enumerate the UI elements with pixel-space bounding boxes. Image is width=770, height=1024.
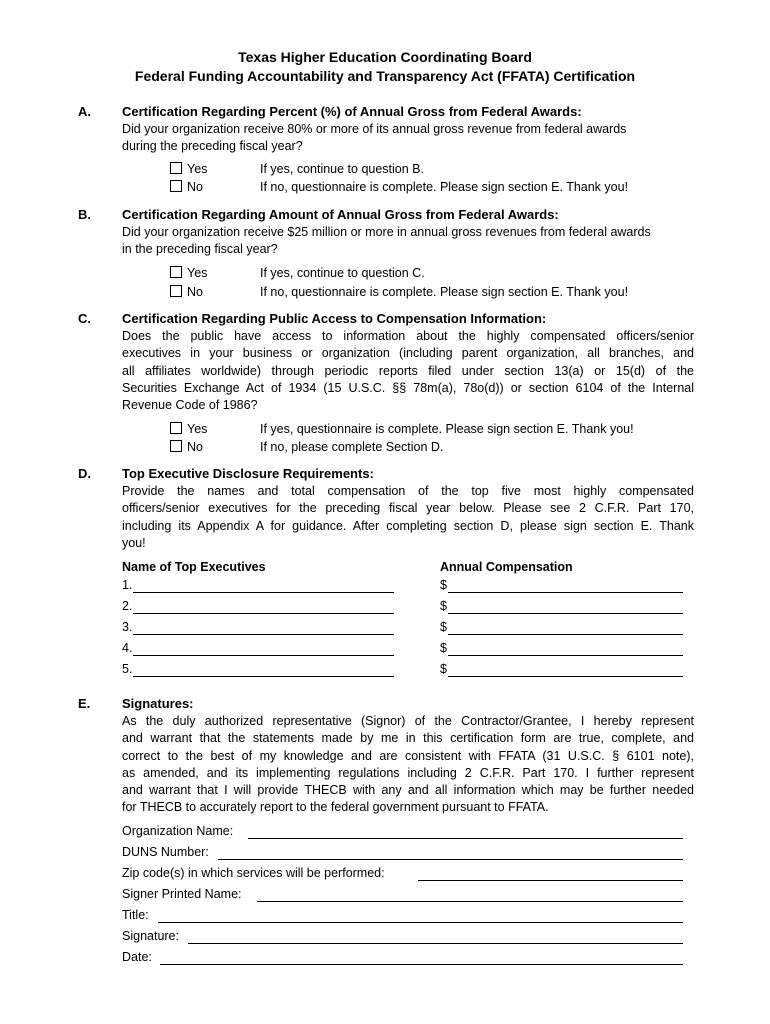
section-e-heading: Signatures: (122, 696, 194, 711)
section-b-yes-note: If yes, continue to question C. (260, 266, 425, 280)
executive-compensation-field[interactable] (448, 613, 683, 614)
dollar-sign: $ (440, 620, 447, 634)
executive-name-field[interactable] (133, 655, 394, 656)
section-b-no-note: If no, questionnaire is complete. Please sign section E. Thank you! (260, 285, 629, 299)
annual-compensation-column-header: Annual Compensation (440, 560, 573, 574)
section-c-no-option[interactable] (170, 440, 203, 454)
dollar-sign: $ (440, 578, 447, 592)
section-e-attestation-line: correct to the best of my knowledge and are consistent with FFATA (31 U.S.C. § 6101 note), (122, 748, 694, 763)
signer-printed-name-field[interactable] (257, 901, 683, 902)
section-c-yes-label: Yes (187, 422, 208, 436)
executive-name-field[interactable] (133, 676, 394, 677)
signature-field[interactable] (188, 943, 683, 944)
section-b-no-option[interactable] (170, 285, 203, 299)
section-a-no-label: No (187, 180, 203, 194)
executive-name-field[interactable] (133, 592, 394, 593)
section-e-attestation (122, 713, 694, 817)
form-title-organization: Texas Higher Education Coordinating Board (238, 49, 532, 65)
zip-codes-label: Zip code(s) in which services will be performed: (122, 866, 385, 880)
section-b-no-checkbox[interactable] (170, 285, 182, 297)
duns-number-label: DUNS Number: (122, 845, 209, 859)
section-a-yes-label: Yes (187, 162, 208, 176)
section-b-yes-checkbox[interactable] (170, 266, 182, 278)
section-a-yes-note: If yes, continue to question B. (260, 162, 424, 176)
title-label: Title: (122, 908, 149, 922)
section-d-instruction-line: Provide the names and total compensation of the top five most highly compensated (122, 484, 694, 498)
section-c-yes-option[interactable] (170, 422, 207, 436)
section-e-attestation-line: and warrant that the statements made by me in this certification form are true, complete, and (122, 731, 694, 746)
section-d-letter: D. (78, 466, 91, 481)
section-c-question (122, 328, 694, 414)
section-b-yes-option[interactable] (170, 266, 207, 280)
executive-compensation-field[interactable] (448, 655, 683, 656)
section-c-question-line: Does the public have access to information about the highly compensated officers/senior (122, 329, 694, 343)
section-e-attestation-line: for THECB to accurately report to the federal government pursuant to FFATA. (122, 800, 549, 815)
zip-codes-field[interactable] (418, 880, 683, 881)
executive-compensation-field[interactable] (448, 634, 683, 635)
section-c-question-line: all affiliates worldwide) through periodic reports filed under section 13(a) or 15(d) of the (122, 363, 694, 378)
executive-row-number: 1. (122, 578, 133, 592)
title-field[interactable] (158, 922, 683, 923)
section-a-heading: Certification Regarding Percent (%) of Annual Gross from Federal Awards: (122, 104, 582, 119)
section-c-no-label: No (187, 440, 203, 454)
signature-label: Signature: (122, 929, 179, 943)
section-c-heading: Certification Regarding Public Access to Compensation Information: (122, 311, 547, 326)
section-a-letter: A. (78, 104, 91, 119)
section-c-no-note: If no, please complete Section D. (260, 440, 444, 454)
executive-row-number: 4. (122, 641, 133, 655)
section-b-question-line: in the preceding fiscal year? (122, 242, 278, 257)
section-a-yes-checkbox[interactable] (170, 162, 182, 174)
executive-row-number: 3. (122, 620, 133, 634)
organization-name-field[interactable] (248, 838, 683, 839)
section-c-yes-checkbox[interactable] (170, 422, 182, 434)
executive-name-field[interactable] (133, 613, 394, 614)
dollar-sign: $ (440, 662, 447, 676)
section-b-no-label: No (187, 285, 203, 299)
section-d-instruction-line: officers/senior executives for the preceding fiscal year below. Please see 2 C.F.R. Part 170, (122, 501, 694, 516)
date-label: Date: (122, 950, 152, 964)
section-b-letter: B. (78, 207, 91, 222)
section-a-question (122, 121, 694, 156)
section-a-no-option[interactable] (170, 180, 203, 194)
section-a-question-line: during the preceding fiscal year? (122, 139, 303, 154)
section-e-attestation-line: As the duly authorized representative (Signor) of the Contractor/Grantee, I hereby represent (122, 714, 694, 728)
duns-number-field[interactable] (218, 859, 683, 860)
section-d-instruction-line: you! (122, 535, 146, 550)
executive-compensation-field[interactable] (448, 592, 683, 593)
section-c-question-line: Securities Exchange Act of 1934 (15 U.S.C. §§ 78m(a), 78o(d)) or section 6104 of the Internal (122, 380, 694, 395)
section-c-yes-note: If yes, questionnaire is complete. Please sign section E. Thank you! (260, 422, 634, 436)
executive-name-column-header: Name of Top Executives (122, 560, 266, 574)
section-a-no-note: If no, questionnaire is complete. Please sign section E. Thank you! (260, 180, 629, 194)
executive-compensation-field[interactable] (448, 676, 683, 677)
dollar-sign: $ (440, 599, 447, 613)
executive-row-number: 2. (122, 599, 133, 613)
section-e-attestation-line: and warrant that I will provide THECB with any and all information which may be further needed (122, 783, 694, 798)
section-c-question-line: executives in your business or organization (including parent organization, all branches, and (122, 346, 694, 361)
executive-name-field[interactable] (133, 634, 394, 635)
date-field[interactable] (160, 964, 683, 965)
form-title-certification: Federal Funding Accountability and Transparency Act (FFATA) Certification (134, 68, 636, 84)
organization-name-label: Organization Name: (122, 824, 234, 838)
section-d-heading: Top Executive Disclosure Requirements: (122, 466, 374, 481)
section-c-letter: C. (78, 311, 91, 326)
section-b-heading: Certification Regarding Amount of Annual Gross from Federal Awards: (122, 207, 559, 222)
section-a-no-checkbox[interactable] (170, 180, 182, 192)
section-d-instructions (122, 483, 694, 552)
section-c-question-line: Revenue Code of 1986? (122, 398, 258, 413)
section-d-instruction-line: including its Appendix A for guidance. After completing section D, please sign section E. Thank (122, 518, 694, 533)
section-b-question-line: Did your organization receive $25 million or more in annual gross revenues from federal awards (122, 225, 651, 239)
dollar-sign: $ (440, 641, 447, 655)
section-c-no-checkbox[interactable] (170, 440, 182, 452)
section-a-question-line: Did your organization receive 80% or more of its annual gross revenue from federal awards (122, 122, 627, 136)
section-b-yes-label: Yes (187, 266, 208, 280)
section-a-yes-option[interactable] (170, 162, 207, 176)
section-e-letter: E. (78, 696, 91, 711)
executive-row-number: 5. (122, 662, 133, 676)
signer-printed-name-label: Signer Printed Name: (122, 887, 242, 901)
section-e-attestation-line: as amended, and its implementing regulations including 2 C.F.R. Part 170. I further represent (122, 765, 694, 780)
section-b-question (122, 224, 694, 259)
